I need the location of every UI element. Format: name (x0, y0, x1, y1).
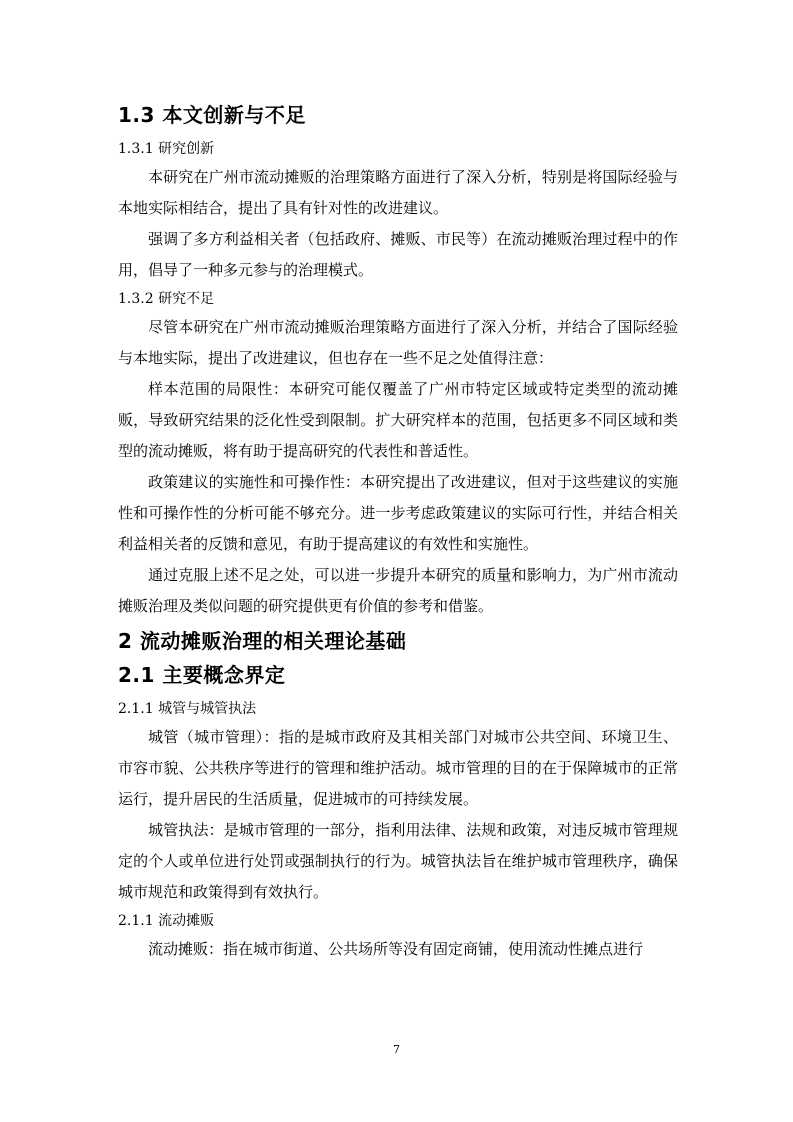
paragraph: 样本范围的局限性：本研究可能仅覆盖了广州市特定区域或特定类型的流动摊贩，导致研究结果的泛化性受到限制。扩大研究样本的范围，包括更多不同区域和类型的流动摊贩，将有助于提高研究的代表性和普适性。 (118, 380, 678, 460)
paragraph: 本研究在广州市流动摊贩的治理策略方面进行了深入分析，特别是将国际经验与本地实际相结合，提出了具有针对性的改进建议。 (118, 168, 678, 217)
paragraph: 强调了多方利益相关者（包括政府、摊贩、市民等）在流动摊贩治理过程中的作用，倡导了一种多元参与的治理模式。 (118, 230, 678, 279)
paragraph: 尽管本研究在广州市流动摊贩治理策略方面进行了深入分析，并结合了国际经验与本地实际，提出了改进建议，但也存在一些不足之处值得注意： (118, 318, 678, 367)
subsection-heading-1-3-1: 1.3.1 研究创新 (118, 141, 215, 157)
page-number: 7 (393, 1043, 400, 1056)
paragraph: 城管（城市管理）：指的是城市政府及其相关部门对城市公共空间、环境卫生、市容市貌、公共秩序等进行的管理和维护活动。城市管理的目的在于保障城市的正常运行，提升居民的生活质量，促进城市的可持续发展。 (118, 728, 678, 808)
paragraph: 城管执法：是城市管理的一部分，指利用法律、法规和政策，对违反城市管理规定的个人或单位进行处罚或强制执行的行为。城管执法旨在维护城市管理秩序，确保城市规范和政策得到有效执行。 (118, 821, 678, 901)
subsection-heading-1-3-2: 1.3.2 研究不足 (118, 291, 215, 307)
page-body (118, 100, 678, 965)
subsection-heading-2-1-1: 2.1.1 城管与城管执法 (118, 701, 257, 717)
paragraph: 流动摊贩：指在城市街道、公共场所等没有固定商铺，使用流动性摊点进行 (148, 940, 644, 958)
paragraph: 通过克服上述不足之处，可以进一步提升本研究的质量和影响力，为广州市流动摊贩治理及类似问题的研究提供更有价值的参考和借鉴。 (118, 566, 678, 615)
paragraph: 政策建议的实施性和可操作性：本研究提出了改进建议，但对于这些建议的实施性和可操作性的分析可能不够充分。进一步考虑政策建议的实际可行性，并结合相关利益相关者的反馈和意见，有助于提高建议的有效性和实施性。 (118, 473, 678, 553)
section-heading-2-1: 2.1 主要概念界定 (118, 663, 286, 687)
subsection-heading-2-1-1-vendors: 2.1.1 流动摊贩 (118, 913, 215, 929)
chapter-heading-2: 2 流动摊贩治理的相关理论基础 (118, 629, 407, 653)
section-heading-1-3: 1.3 本文创新与不足 (118, 103, 306, 127)
